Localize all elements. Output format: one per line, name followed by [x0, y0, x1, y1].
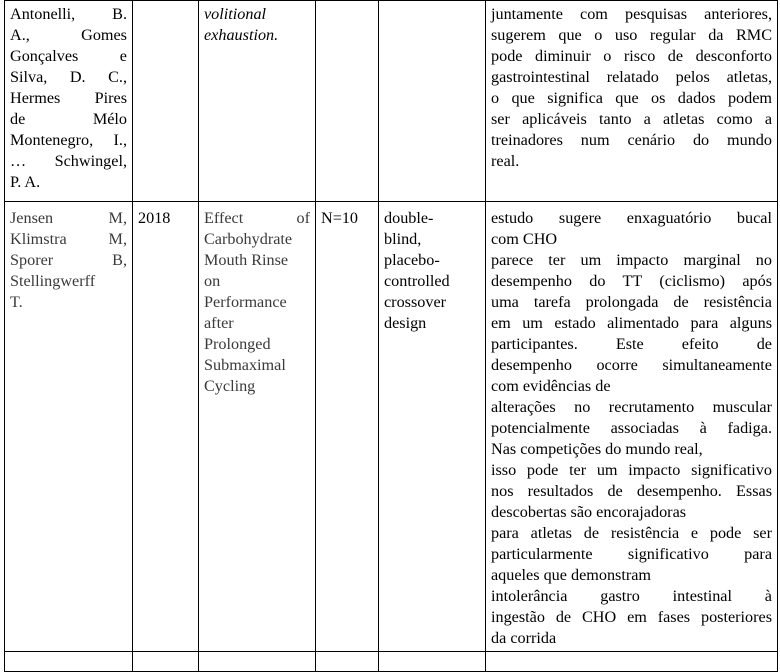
authors-line: Jensen M,: [10, 209, 127, 227]
findings-line: para atletas de resistência e pode ser: [491, 524, 772, 542]
findings-line: com evidências de: [491, 377, 611, 395]
title-line: Carbohydrate: [204, 230, 293, 248]
title-line: Submaximal: [204, 356, 286, 374]
literature-table: [4, 0, 778, 672]
authors-line: … Schwingel,: [10, 152, 127, 170]
title-line: Mouth Rinse: [204, 251, 289, 269]
authors-line: Sporer B,: [10, 251, 127, 269]
empty-cell: [133, 652, 199, 672]
findings-line: uma tarefa prolongada de resistência: [491, 293, 772, 311]
findings-line: participantes. Este efeito de: [491, 335, 772, 353]
findings-line: alterações no recrutamento muscular: [491, 398, 772, 416]
title-line: Performance: [204, 293, 287, 311]
sample-cell: [316, 202, 379, 652]
findings-line: ingestão de CHO em fases posteriores: [491, 608, 772, 626]
findings-line: o que significa que os dados podem: [491, 89, 772, 107]
empty-cell: [379, 652, 486, 672]
findings-line: particularmente significativo para: [491, 545, 772, 563]
authors-line: Gonçalves e: [10, 47, 127, 65]
authors-line: de Mélo: [10, 110, 127, 128]
design-line: design: [384, 314, 427, 332]
design-cell: [379, 1, 486, 202]
findings-line: nos resultados de desempenho. Essas: [491, 482, 772, 500]
findings-cell: [486, 1, 778, 202]
findings-line: treinadores num cenário do mundo: [491, 131, 772, 149]
findings-line: juntamente com pesquisas anteriores,: [491, 5, 772, 23]
authors-line: Silva, D. C.,: [10, 68, 127, 86]
title-line: after: [204, 314, 234, 332]
empty-cell: [5, 652, 133, 672]
title-line: Effect of: [204, 209, 310, 227]
authors-line: A., Gomes: [10, 26, 127, 44]
authors-line: Montenegro, I.,: [10, 131, 127, 149]
findings-line: gastrointestinal relatado pelos atletas,: [491, 68, 772, 86]
design-line: double-: [384, 209, 434, 227]
table-row: [5, 652, 778, 672]
authors-line: P. A.: [10, 173, 41, 191]
findings-line: estudo sugere enxaguatório bucal: [491, 209, 772, 227]
design-cell: [379, 202, 486, 652]
authors-line: Klimstra M,: [10, 230, 127, 248]
findings-line: da corrida: [491, 629, 557, 647]
authors-line: Stellingwerff: [10, 272, 96, 290]
findings-line: desempenho do TT (ciclismo) após: [491, 272, 772, 290]
design-line: controlled: [384, 272, 450, 290]
findings-line: Nas competições do mundo real,: [491, 440, 703, 458]
title-cell: [199, 202, 316, 652]
year-cell: [133, 202, 199, 652]
findings-line: intolerância gastro intestinal à: [491, 587, 772, 605]
authors-line: Hermes Pires: [10, 89, 127, 107]
findings-line: ser aplicáveis tanto a atletas como a: [491, 110, 772, 128]
title-line: Prolonged: [204, 335, 271, 353]
design-line: placebo-: [384, 251, 440, 269]
design-line: blind,: [384, 230, 422, 248]
table-row: [5, 1, 778, 202]
title-line: Cycling: [204, 377, 256, 395]
findings-cell: [486, 202, 778, 652]
findings-line: em um estado alimentado para alguns: [491, 314, 772, 332]
authors-cell: [5, 202, 133, 652]
findings-line: desempenho ocorre simultaneamente: [491, 356, 772, 374]
empty-cell: [316, 652, 379, 672]
authors-line: T.: [10, 293, 23, 311]
authors-line: Antonelli, B.: [10, 5, 127, 23]
sample-text: N=10: [321, 209, 359, 227]
title-line: exhaustion.: [204, 26, 279, 44]
empty-cell: [199, 652, 316, 672]
authors-cell: [5, 1, 133, 202]
findings-line: sugerem que o uso regular da RMC: [491, 26, 772, 44]
empty-cell: [486, 652, 778, 672]
findings-line: isso pode ter um impacto significativo: [491, 461, 772, 479]
title-cell: [199, 1, 316, 202]
findings-line: real.: [491, 152, 520, 170]
findings-line: com CHO: [491, 230, 558, 248]
title-line: on: [204, 272, 221, 290]
year-text: 2018: [138, 209, 171, 227]
table-row: [5, 202, 778, 652]
sample-cell: [316, 1, 379, 202]
findings-line: potencialmente associadas à fadiga.: [491, 419, 772, 437]
findings-line: descobertas são encorajadoras: [491, 503, 687, 521]
title-line: volitional: [204, 5, 267, 23]
findings-line: aqueles que demonstram: [491, 566, 652, 584]
design-line: crossover: [384, 293, 447, 311]
findings-line: parece ter um impacto marginal no: [491, 251, 772, 269]
year-cell: [133, 1, 199, 202]
findings-line: pode diminuir o risco de desconforto: [491, 47, 772, 65]
